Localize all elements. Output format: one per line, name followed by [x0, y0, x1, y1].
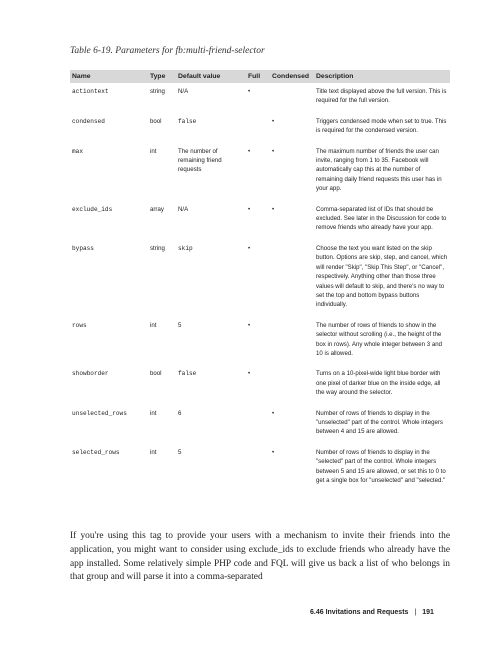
param-type: array [150, 205, 164, 213]
param-default: 5 [178, 448, 182, 456]
header-type: Type [148, 70, 176, 83]
param-type: string [150, 244, 165, 252]
param-full-mark: • [248, 205, 251, 213]
param-condensed-mark [270, 365, 314, 404]
param-name: unselected_rows [72, 409, 127, 417]
page-footer [310, 609, 434, 616]
param-name: exclude_ids [72, 205, 113, 213]
header-name: Name [70, 70, 148, 83]
param-type: bool [150, 370, 162, 378]
param-name: selected_rows [72, 448, 120, 456]
param-name: actiontext [72, 88, 109, 95]
param-condensed-mark: • [272, 117, 275, 125]
param-description: The maximum number of friends the user can invite, ranging from 1 to 35. Facebook will automatically cap this at the number of remaining daily friend requests this user has in your app. [316, 147, 442, 193]
param-full-mark: • [248, 321, 251, 329]
param-full-mark: • [248, 147, 251, 155]
param-description: Triggers condensed mode when set to true. This is required for the condensed version. [316, 117, 447, 135]
param-description: Number of rows of friends to display in the "unselected" part of the control. Whole integers between 4 and 15 are allowed. [316, 409, 443, 436]
table-caption: Table 6-19. Parameters for fb:multi-friend-selector [70, 46, 265, 56]
table-row [70, 444, 450, 493]
param-full-mark: • [248, 370, 251, 378]
param-condensed-mark [270, 83, 314, 113]
param-name: bypass [72, 244, 94, 252]
param-name: condensed [72, 117, 105, 125]
param-type: int [150, 448, 157, 456]
param-condensed-mark [270, 317, 314, 366]
param-description: Choose the text you want listed on the skip button. Options are skip, step, and cancel, which will render "Skip", "Skip This Step", or "Cancel", respectively. Anything other than those three values will default to skip, and there's no way to set the top and bottom bypass buttons individually. [316, 244, 448, 309]
param-description: Number of rows of friends to display in the "selected" part of the control. Whole integers between 5 and 15 are allowed, or set this to 0 to get a single box for "unselected" and "selected." [316, 448, 446, 484]
table-row [70, 405, 450, 444]
param-full-mark [246, 405, 270, 444]
paragraph-text: If you're using this tag to provide your users with a mechanism to invite their friends into the application, you might want to consider using exclude_ids to exclude friends who already have the app installed. Some relatively simple PHP code and FQL will give us back a list of who belongs in that group and will parse it into a comma-separated [70, 531, 450, 583]
table-body [70, 83, 450, 492]
table-row [70, 240, 450, 317]
header-description: Description [314, 70, 450, 83]
param-full-mark [246, 113, 270, 143]
param-default: 5 [178, 321, 182, 329]
parameters-table [70, 70, 450, 492]
param-description: The number of rows of friends to show in the selector without scrolling (i.e., the height of the box in rows). Any whole integer between 3 and 10 is allowed. [316, 321, 443, 357]
param-condensed-mark: • [272, 147, 275, 155]
param-default: The number of remaining friend requests [178, 147, 222, 174]
param-description: Title text displayed above the full version. This is required for the full version. [316, 88, 447, 105]
param-name: showborder [72, 370, 109, 378]
table-row [70, 113, 450, 143]
table-row [70, 83, 450, 113]
page-number: 191 [422, 609, 434, 616]
param-default: false [178, 117, 197, 125]
footer-section-title: 6.46 Invitations and Requests [310, 609, 409, 616]
table-row [70, 201, 450, 240]
body-paragraph [70, 530, 450, 585]
param-full-mark [246, 444, 270, 493]
param-description: Turns on a 10-pixel-wide light blue border with one pixel of darker blue on the inside edge, all the way around the selector. [316, 370, 441, 397]
param-type: int [150, 147, 157, 155]
param-type: bool [150, 117, 162, 125]
table-row [70, 317, 450, 366]
param-type: int [150, 409, 157, 417]
header-default-value: Default value [176, 70, 246, 83]
param-default: N/A [178, 88, 189, 95]
param-name: max [72, 147, 83, 155]
param-default: skip [178, 244, 193, 252]
param-description: Comma-separated list of IDs that should be excluded. See later in the Discussion for code to remove friends who already have your app. [316, 205, 447, 232]
param-default: false [178, 370, 197, 378]
param-condensed-mark: • [272, 409, 275, 417]
param-type: string [150, 88, 165, 95]
table-row [70, 365, 450, 404]
footer-separator: | [414, 609, 417, 616]
param-condensed-mark: • [272, 205, 275, 213]
param-name: rows [72, 321, 87, 329]
table-row [70, 143, 450, 201]
param-condensed-mark [270, 240, 314, 317]
param-default: 6 [178, 409, 182, 417]
param-default: N/A [178, 205, 189, 213]
header-condensed: Condensed [270, 70, 314, 83]
param-full-mark: • [248, 244, 251, 252]
param-full-mark: • [248, 88, 251, 95]
table-header-row [70, 70, 450, 83]
param-condensed-mark: • [272, 448, 275, 456]
param-type: int [150, 321, 157, 329]
header-full: Full [246, 70, 270, 83]
